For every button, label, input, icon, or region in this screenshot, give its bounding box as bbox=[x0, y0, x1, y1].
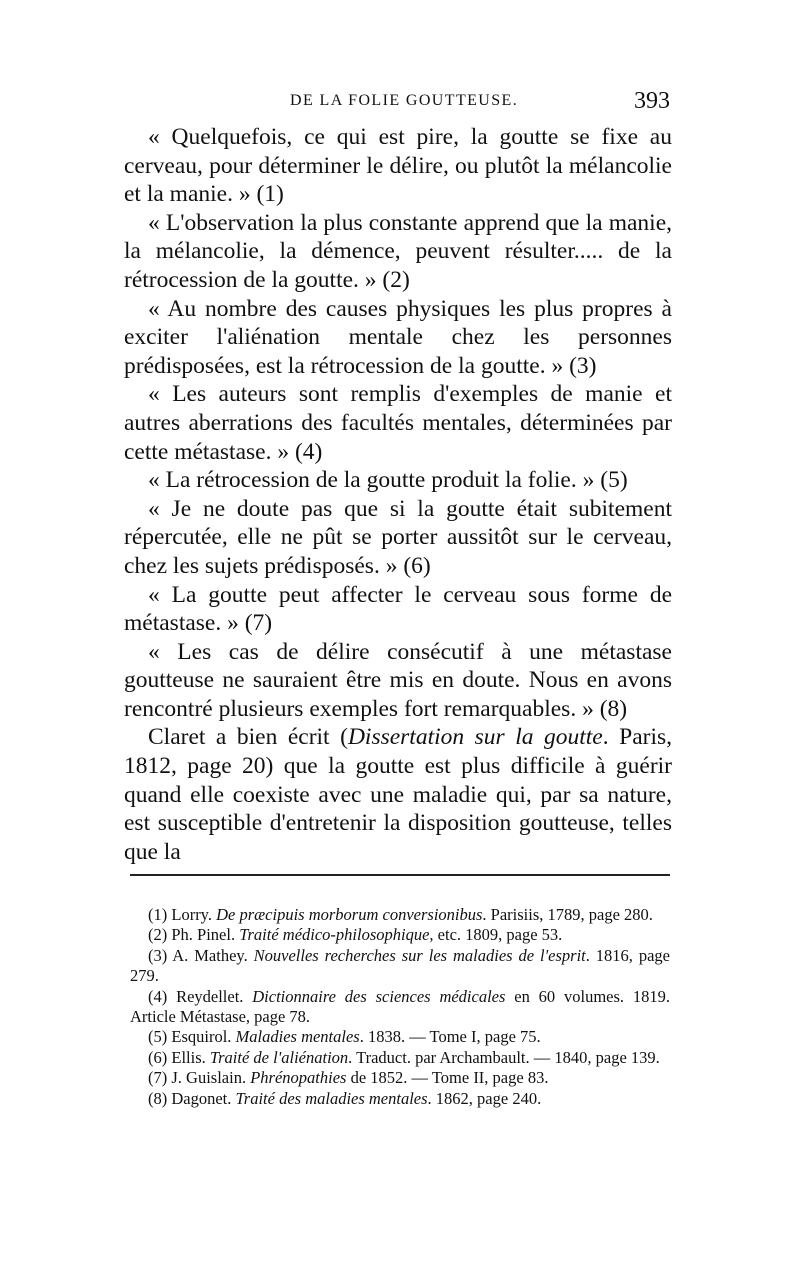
footnote-details: . 1862, page 240. bbox=[427, 1088, 542, 1108]
footnote-title: Traité des maladies mentales bbox=[235, 1088, 428, 1108]
footnote-details: de 1852. — Tome II, page 83. bbox=[346, 1068, 549, 1088]
quote-paragraph: « Je ne doute pas que si la goutte était subitement répercutée, elle ne pût se porter aussitôt sur le cerveau, chez les sujets prédisposés. » (6) bbox=[124, 495, 672, 579]
footnote-title: Nouvelles recherches sur les maladies de l'esprit bbox=[253, 945, 586, 965]
footnote bbox=[130, 1089, 670, 1109]
claret-paragraph bbox=[124, 723, 672, 866]
claret-text-after: . Paris, 1812, page 20) que la goutte est plus difficile à guérir quand elle coexiste avec une maladie qui, par sa nature, est susceptible d'entretenir la disposition goutteuse, telles que la bbox=[124, 724, 672, 865]
footnote-details: . 1838. — Tome I, page 75. bbox=[359, 1027, 541, 1047]
footnote-title: Dictionnaire des sciences médicales bbox=[252, 986, 506, 1006]
quote-paragraph: « Quelquefois, ce qui est pire, la goutte se fixe au cerveau, pour déterminer le délire, ou plutôt la mélancolie et la manie. » (1) bbox=[124, 124, 672, 208]
footnote-author: (1) Lorry. bbox=[148, 905, 217, 924]
footnote bbox=[130, 925, 670, 945]
quote-paragraph: « Au nombre des causes physiques les plus propres à exciter l'aliénation mentale chez les personnes prédisposées, est la rétrocession de la goutte. » (3) bbox=[124, 295, 672, 379]
footnote-title: Maladies mentales bbox=[235, 1027, 360, 1047]
footnote-author: (2) Ph. Pinel. bbox=[148, 925, 240, 945]
footnote-details: en 60 volumes. 1819. Article Métastase, page 78. bbox=[130, 986, 670, 1027]
claret-title: Dissertation sur la goutte bbox=[347, 724, 603, 751]
page-number: 393 bbox=[634, 88, 670, 114]
footnote-author: (4) Reydellet. bbox=[148, 986, 253, 1006]
body-text bbox=[124, 123, 672, 866]
footnote-author: (3) A. Mathey. bbox=[148, 945, 254, 965]
footnote-title: De præcipuis morborum conversionibus bbox=[216, 905, 483, 924]
footnote-details: . Traduct. par Archambault. — 1840, page 139. bbox=[348, 1047, 660, 1067]
running-head bbox=[130, 88, 670, 118]
running-title: DE LA FOLIE GOUTTEUSE. bbox=[290, 92, 519, 109]
quote-paragraph: « La goutte peut affecter le cerveau sous forme de métastase. » (7) bbox=[124, 581, 672, 637]
footnote-details: . Parisiis, 1789, page 280. bbox=[482, 905, 653, 924]
footnote-title: Phrénopathies bbox=[250, 1068, 347, 1088]
footnote-details: . 1816, page 279. bbox=[130, 945, 670, 986]
footnote bbox=[130, 905, 670, 925]
quote-paragraph: « Les auteurs sont remplis d'exemples de manie et autres aberrations des facultés mentales, déterminées par cette métastase. » (4) bbox=[124, 381, 672, 465]
footnote-rule bbox=[130, 874, 670, 876]
footnote-author: (6) Ellis. bbox=[148, 1047, 210, 1067]
claret-text-before: Claret a bien écrit ( bbox=[148, 724, 348, 751]
footnote-title: Traité de l'aliénation bbox=[209, 1047, 349, 1067]
quote-paragraph: « La rétrocession de la goutte produit la folie. » (5) bbox=[148, 467, 628, 494]
quote-paragraph: « Les cas de délire consécutif à une métastase goutteuse ne sauraient être mis en doute. Nous en avons rencontré plusieurs exemples fort remarquables. » (8) bbox=[124, 638, 672, 722]
footnote bbox=[130, 1027, 670, 1047]
footnote bbox=[130, 946, 670, 987]
footnote-author: (7) J. Guislain. bbox=[148, 1068, 251, 1088]
footnote-details: , etc. 1809, page 53. bbox=[429, 925, 563, 945]
footnotes bbox=[130, 905, 670, 1109]
footnote-author: (5) Esquirol. bbox=[148, 1027, 236, 1047]
footnote-title: Traité médico-philosophique bbox=[239, 925, 430, 945]
footnote-author: (8) Dagonet. bbox=[148, 1088, 236, 1108]
quote-paragraph: « L'observation la plus constante apprend que la manie, la mélancolie, la démence, peuvent résulter..... de la rétrocession de la goutte. » (2) bbox=[124, 209, 672, 293]
footnote bbox=[130, 1048, 670, 1068]
footnote bbox=[130, 987, 670, 1028]
footnote bbox=[130, 1068, 670, 1088]
